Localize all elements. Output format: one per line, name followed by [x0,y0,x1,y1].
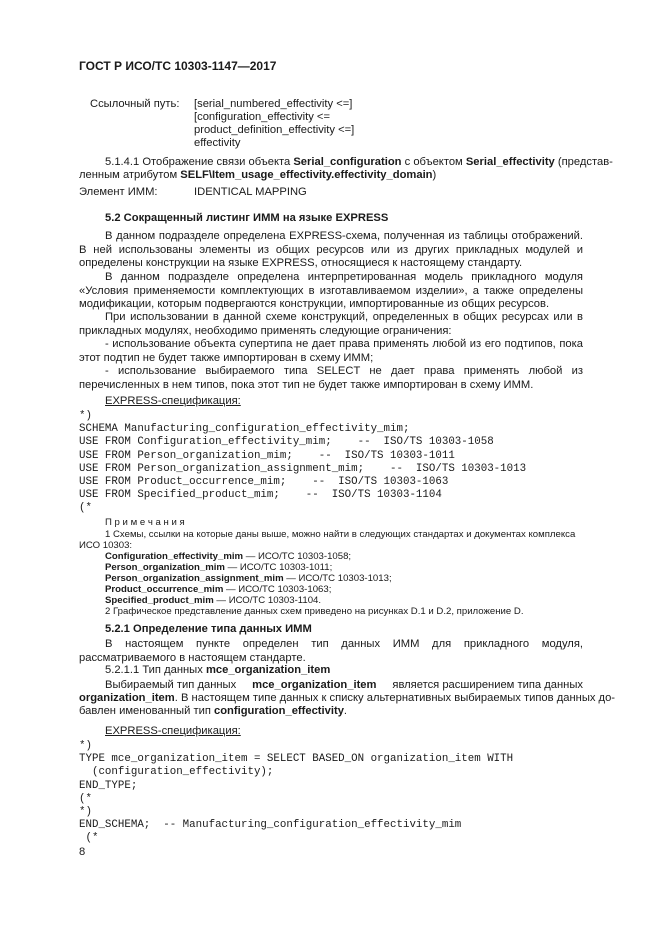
type-name: configuration_effectivity [214,705,344,717]
reference-path-line: [configuration_effectivity <= [194,111,330,123]
attribute-name: SELF\Item_usage_effectivity.effectivity_domain [180,169,433,181]
section-5-2-heading: 5.2 Сокращенный листинг ИММ на языке EXPRESS [105,212,389,224]
section-5-2-paragraph: В данном подразделе определена EXPRESS-схема, полученная из таблицы отображений. В ней использованы элементы из общих ресурсов или из других прикладных модулей и определены конструкции на языке EXPRESS, относящиеся к настоящему стандарту. [79,230,583,269]
schema-document: — ИСО/ТС 10303-1011; [224,562,333,573]
mim-element-label: Элемент ИММ: [79,186,158,198]
type-name: mce_organization_item [205,664,331,676]
clause-5-2-1-1-line3 [79,705,347,719]
section-5-2-1-heading: 5.2.1 Определение типа данных ИММ [105,623,312,635]
clause-text: . [343,705,348,717]
schema-name: Product_occurrence_mim [105,584,224,595]
section-5-2-paragraph: В данном подразделе определена интерпретированная модель прикладного модуля «Условия применяемости комплектующих в изготавливаемом изделии», а также определены модификации, которым подвергаются конструкции, импортированные из общих ресурсов. [79,271,583,310]
schema-reference [105,584,331,596]
section-5-2-1-paragraph: В настоящем пункте определен тип данных ИММ для прикладного модуля, рассматриваемого в настоящем стандарте. [79,638,583,664]
schema-document: — ИСО/ТС 10303-1063; [223,584,332,595]
clause-text: является расширением типа данных [392,679,583,691]
schema-reference [105,562,332,574]
reference-path-line: effectivity [194,137,241,149]
type-name: organization_item [79,692,175,704]
clause-5-2-1-1-line1 [105,679,583,693]
clause-text: (представ- [557,156,613,168]
section-5-2-paragraph: При использовании в данной схеме конструкций, определенных в общих ресурсах или в прикладных модулях, необходимо применять следующие ограничения: [79,311,583,337]
express-code-listing: *) TYPE mce_organization_item = SELECT BASED_ON organization_item WITH (configuration_effectivity); END_TYPE; (* *) END_SCHEMA; -- Manufacturing_configuration_effectivity_mim (* [79,740,514,845]
schema-name: Specified_product_mim [105,595,214,606]
clause-text: с объектом [404,156,463,168]
page-number: 8 [79,846,86,858]
clause-number: 5.2.1.1 Тип данных [105,664,203,676]
schema-name: Person_organization_mim [105,562,225,573]
note-1-continued: ИСО 10303: [79,540,133,551]
schema-name: Configuration_effectivity_mim [105,551,244,562]
restriction-item: - использование выбираемого типа SELECT не дает права применять любой из перечисленных в нем типов, пока этот тип не будет также импортирован в схему ИММ. [79,365,583,391]
express-spec-label: EXPRESS-спецификация: [105,725,241,737]
express-code-listing: *) SCHEMA Manufacturing_configuration_effectivity_mim; USE FROM Configuration_effectivity_mim; -- ISO/TS 10303-1058 USE FROM Person_organization_mim; -- ISO/TS 10303-1011 USE FROM Person_organization_assignment_mim; -- ISO/TS 10303-1013 USE FROM Product_occurrence_mim; -- ISO/TS 10303-1063 USE FROM Specified_product_mim; -- ISO/TS 10303-1104 (* [79,410,527,515]
type-name: mce_organization_item [252,679,377,691]
clause-5-1-4-1-line2 [79,169,436,183]
express-spec-label: EXPRESS-спецификация: [105,395,241,407]
schema-document: — ИСО/ТС 10303-1058; [243,551,352,562]
schema-reference [105,551,351,563]
clause-text: Выбираемый тип данных [105,679,237,691]
clause-number: 5.1.4.1 Отображение связи объекта [105,156,291,168]
clause-5-2-1-1-heading [105,664,330,678]
clause-text: . В настоящем типе данных к списку альтернативных выбираемых типов данных до- [174,692,616,704]
clause-text: бавлен именованный тип [79,705,211,717]
clause-text: ) [432,169,437,181]
schema-document: — ИСО/ТС 10303-1104. [213,595,322,606]
entity-name: Serial_configuration [293,156,402,168]
mim-element-value: IDENTICAL MAPPING [194,186,307,198]
schema-name: Person_organization_assignment_mim [105,573,284,584]
schema-reference [105,573,392,585]
reference-path-line: [serial_numbered_effectivity <=] [194,98,353,110]
reference-path-line: product_definition_effectivity <=] [194,124,355,136]
schema-reference [105,595,321,607]
reference-path-label: Ссылочный путь: [90,98,180,110]
note-2: 2 Графическое представление данных схем приведено на рисунках D.1 и D.2, приложение D. [105,606,524,617]
clause-5-2-1-1-line2 [79,692,615,706]
document-header-title: ГОСТ Р ИСО/ТС 10303-1147—2017 [79,59,277,73]
clause-text: ленным атрибутом [79,169,178,181]
note-1: 1 Схемы, ссылки на которые даны выше, можно найти в следующих стандартах и документах комплекса [105,529,576,540]
notes-title: П р и м е ч а н и я [105,517,185,528]
clause-5-1-4-1 [105,156,613,170]
schema-document: — ИСО/ТС 10303-1013; [283,573,392,584]
entity-name: Serial_effectivity [465,156,555,168]
restriction-item: - использование объекта супертипа не дает права применять любой из его подтипов, пока этот подтип не будет также импортирован в схему ИММ; [79,338,583,364]
